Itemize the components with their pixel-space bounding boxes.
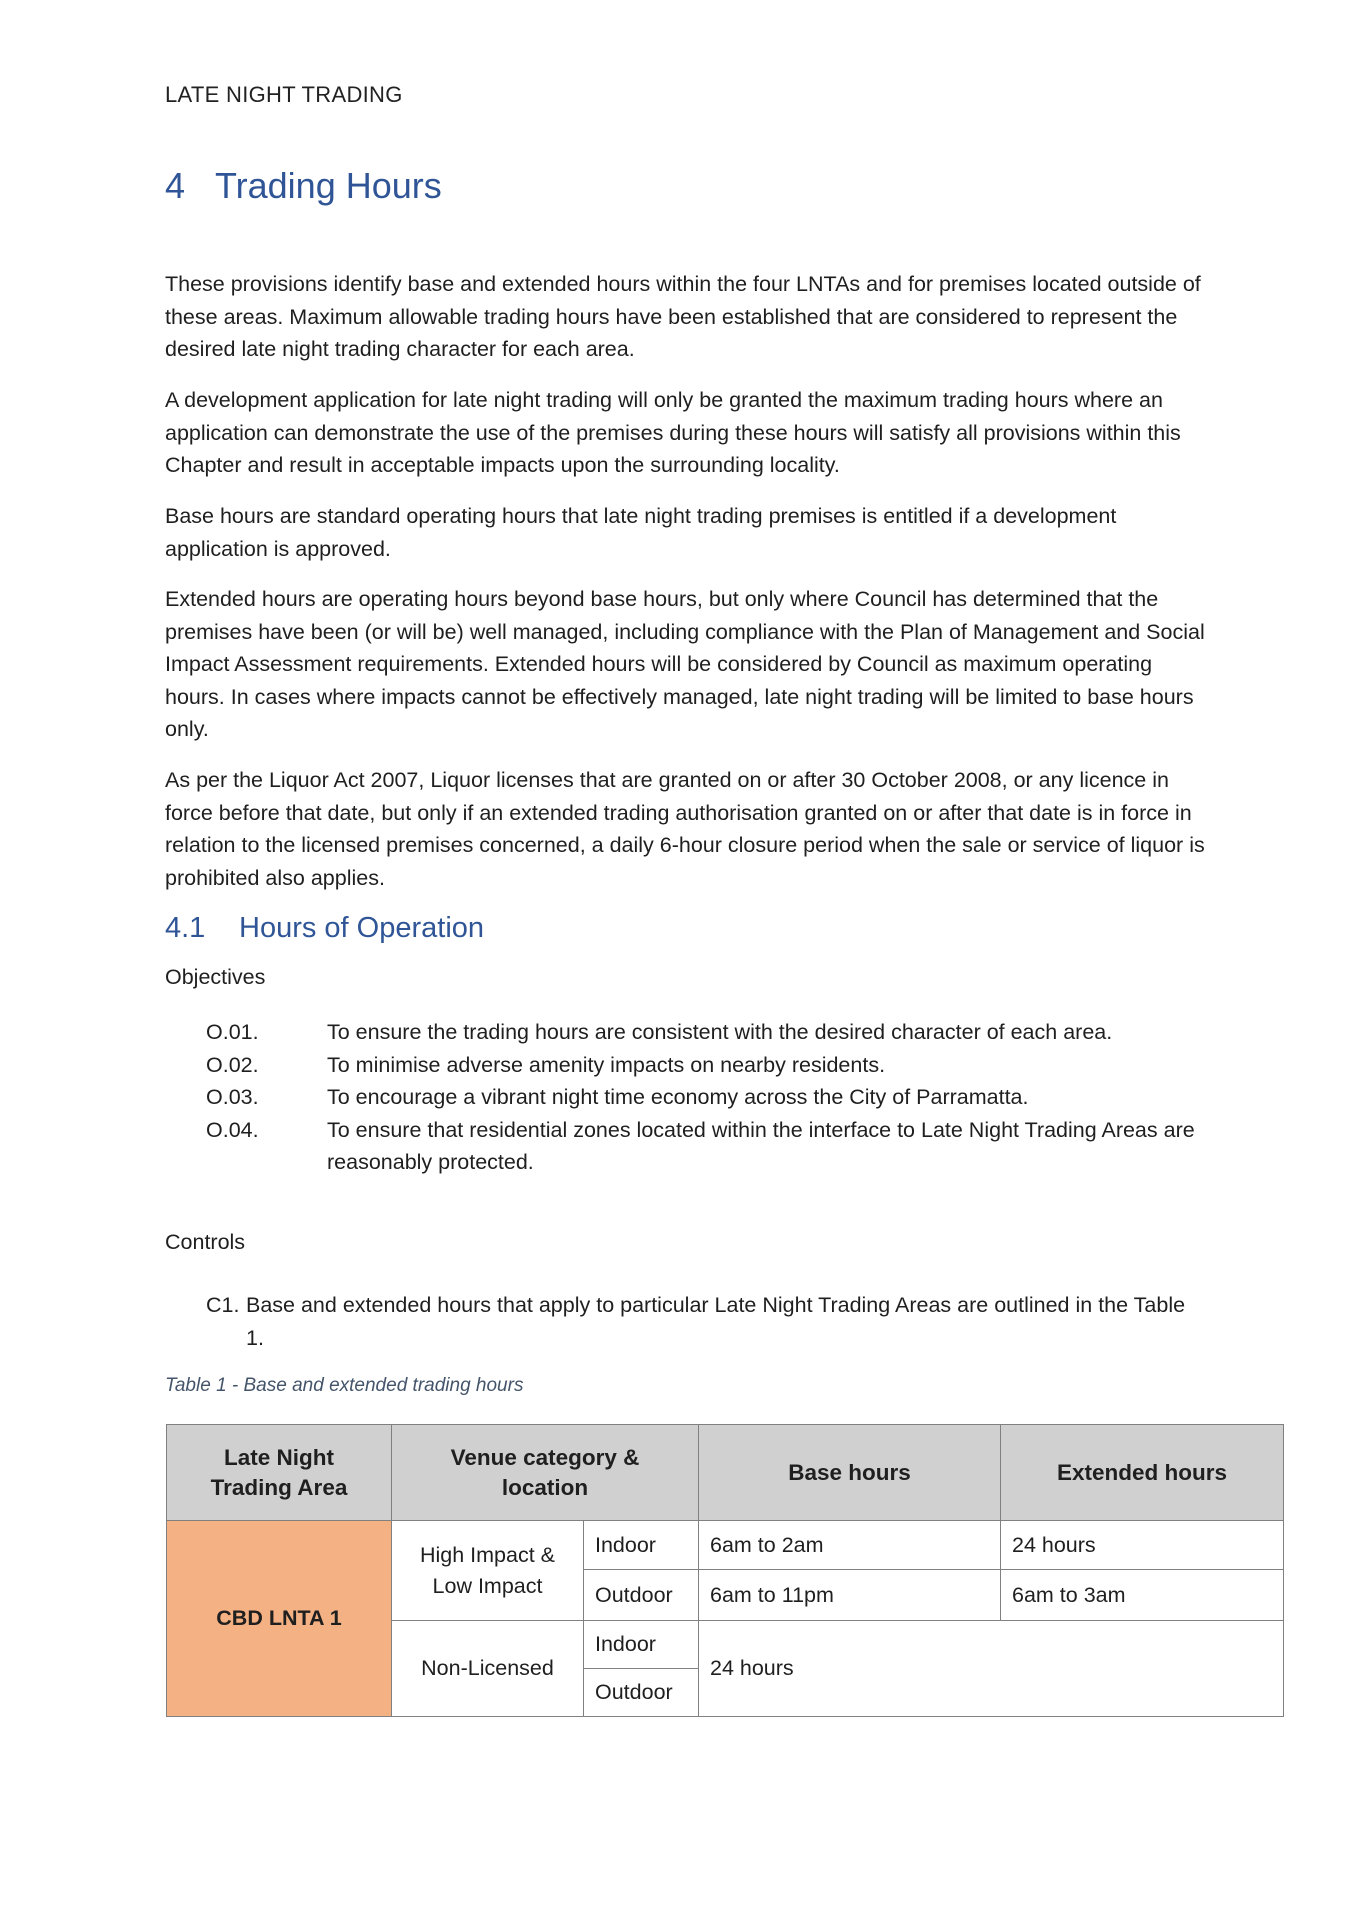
objectives-list (206, 1016, 1206, 1179)
location-cell: Outdoor (584, 1570, 699, 1621)
venue-category-cell: High Impact & Low Impact (392, 1521, 584, 1621)
controls-list (206, 1289, 1206, 1354)
section-heading (165, 165, 442, 207)
list-item (206, 1289, 1206, 1354)
section-number: 4 (165, 165, 186, 206)
table-row (167, 1521, 1284, 1570)
table-header-row (167, 1425, 1284, 1521)
list-item (206, 1049, 1206, 1082)
objective-text: To encourage a vibrant night time economy across the City of Parramatta. (327, 1085, 1029, 1109)
paragraph: As per the Liquor Act 2007, Liquor licenses that are granted on or after 30 October 2008, or any licence in force before that date, but only if an extended trading authorisation granted on or after that date is in force in relation to the licensed premises concerned, a daily 6-hour closure period when the sale or service of liquor is prohibited also applies. (165, 768, 1205, 890)
base-hours-cell: 6am to 2am (699, 1521, 1001, 1570)
objective-text: To ensure that residential zones located within the interface to Late Night Trading Areas are reasonably protected. (327, 1117, 1195, 1174)
base-hours-cell: 6am to 11pm (699, 1570, 1001, 1621)
paragraph: Extended hours are operating hours beyond base hours, but only where Council has determined that the premises have been (or will be) well managed, including compliance with the Plan of Management and Social Impact Assessment requirements. Extended hours will be considered by Council as maximum operating hours. In cases where impacts cannot be effectively managed, late night trading will be limited to base hours only. (165, 587, 1205, 741)
objective-number: O.02. (206, 1052, 259, 1077)
objective-text: To minimise adverse amenity impacts on nearby residents. (327, 1052, 886, 1077)
trading-hours-table (166, 1424, 1284, 1717)
controls-label: Controls (165, 1230, 246, 1254)
control-text: Base and extended hours that apply to particular Late Night Trading Areas are outlined in the Table 1. (246, 1293, 1186, 1350)
paragraph: A development application for late night trading will only be granted the maximum trading hours where an application can demonstrate the use of the premises during these hours will satisfy all provisions within this Chapter and result in acceptable impacts upon the surrounding locality. (165, 388, 1181, 477)
running-header: LATE NIGHT TRADING (165, 82, 403, 107)
list-item (206, 1016, 1206, 1049)
paragraph: These provisions identify base and extended hours within the four LNTAs and for premises located outside of these areas. Maximum allowable trading hours have been established that are considered to represent the desired late night trading character for each area. (165, 272, 1201, 361)
objectives-label: Objectives (165, 965, 266, 989)
paragraph: Base hours are standard operating hours that late night trading premises is entitled if a development application is approved. (165, 504, 1117, 561)
objective-number: O.03. (206, 1085, 259, 1109)
list-item (206, 1081, 1206, 1114)
extended-hours-cell: 6am to 3am (1001, 1570, 1284, 1621)
subsection-heading (165, 912, 484, 945)
subsection-title: Hours of Operation (239, 912, 485, 944)
header-venue: Venue category & location (392, 1425, 699, 1521)
objective-number: O.01. (206, 1020, 259, 1044)
table-caption: Table 1 - Base and extended trading hours (165, 1375, 524, 1396)
location-cell: Outdoor (584, 1669, 699, 1717)
location-cell: Indoor (584, 1621, 699, 1669)
list-item (206, 1114, 1206, 1179)
objective-number: O.04. (206, 1117, 259, 1142)
location-cell: Indoor (584, 1521, 699, 1570)
objective-text: To ensure the trading hours are consistent with the desired character of each area. (327, 1020, 1113, 1044)
venue-category-cell: Non-Licensed (392, 1621, 584, 1717)
header-base-hours: Base hours (699, 1425, 1001, 1521)
extended-hours-cell: 24 hours (1001, 1521, 1284, 1570)
control-number: C1. (206, 1293, 240, 1317)
merged-hours-cell: 24 hours (699, 1621, 1284, 1717)
section-title: Trading Hours (215, 165, 442, 206)
header-extended-hours: Extended hours (1001, 1425, 1284, 1521)
subsection-number: 4.1 (165, 912, 206, 944)
header-area: Late Night Trading Area (167, 1425, 392, 1521)
area-name-cell: CBD LNTA 1 (167, 1521, 392, 1717)
